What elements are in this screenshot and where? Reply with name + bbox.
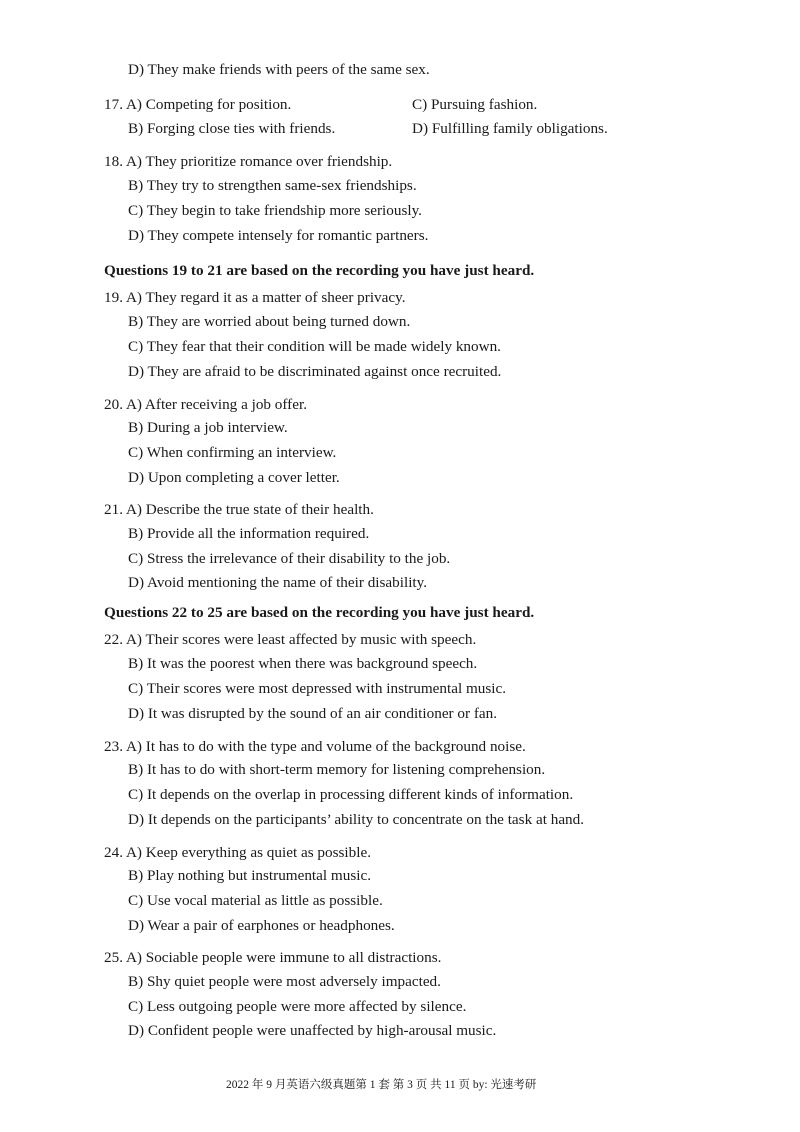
option-22-c: C) Their scores were most depressed with instrumental music. xyxy=(128,680,507,697)
option-20-b: B) During a job interview. xyxy=(128,419,288,436)
option-17-c: C) Pursuing fashion. xyxy=(412,96,538,113)
option-21-a: 21. A) Describe the true state of their health. xyxy=(104,501,374,518)
option-17-a: 17. A) Competing for position. xyxy=(104,96,292,113)
option-24-a: 24. A) Keep everything as quiet as possible. xyxy=(104,844,371,861)
option-23-a: 23. A) It has to do with the type and volume of the background noise. xyxy=(104,738,526,755)
option-25-d: D) Confident people were unaffected by high-arousal music. xyxy=(128,1022,497,1039)
option-24-d: D) Wear a pair of earphones or headphones. xyxy=(128,917,395,934)
option-25-c: C) Less outgoing people were more affected by silence. xyxy=(128,998,467,1015)
option-24-c: C) Use vocal material as little as possible. xyxy=(128,892,383,909)
option-19-c: C) They fear that their condition will be made widely known. xyxy=(128,338,501,355)
option-25-b: B) Shy quiet people were most adversely impacted. xyxy=(128,973,441,990)
section-heading-19-21: Questions 19 to 21 are based on the recording you have just heard. xyxy=(104,262,535,279)
option-24-b: B) Play nothing but instrumental music. xyxy=(128,867,371,884)
option-23-c: C) It depends on the overlap in processing different kinds of information. xyxy=(128,786,574,803)
option-19-b: B) They are worried about being turned down. xyxy=(128,313,411,330)
option-22-d: D) It was disrupted by the sound of an air conditioner or fan. xyxy=(128,705,498,722)
option-20-a: 20. A) After receiving a job offer. xyxy=(104,396,307,413)
option-16-d: D) They make friends with peers of the same sex. xyxy=(128,61,430,78)
option-21-d: D) Avoid mentioning the name of their disability. xyxy=(128,574,428,591)
option-21-b: B) Provide all the information required. xyxy=(128,525,370,542)
option-22-a: 22. A) Their scores were least affected by music with speech. xyxy=(104,631,477,648)
option-18-a: 18. A) They prioritize romance over friendship. xyxy=(104,153,393,170)
option-17-b: B) Forging close ties with friends. xyxy=(128,120,336,137)
option-20-c: C) When confirming an interview. xyxy=(128,444,337,461)
option-23-d: D) It depends on the participants’ ability to concentrate on the task at hand. xyxy=(128,811,585,828)
option-22-b: B) It was the poorest when there was background speech. xyxy=(128,655,478,672)
option-18-d: D) They compete intensely for romantic partners. xyxy=(128,227,429,244)
option-21-c: C) Stress the irrelevance of their disability to the job. xyxy=(128,550,451,567)
option-19-a: 19. A) They regard it as a matter of sheer privacy. xyxy=(104,289,406,306)
page-footer: 2022 年 9 月英语六级真题第 1 套 第 3 页 共 11 页 by: 光速考研 xyxy=(226,1079,537,1091)
option-18-b: B) They try to strengthen same-sex friendships. xyxy=(128,177,417,194)
option-20-d: D) Upon completing a cover letter. xyxy=(128,469,340,486)
option-17-d: D) Fulfilling family obligations. xyxy=(412,120,608,137)
option-25-a: 25. A) Sociable people were immune to all distractions. xyxy=(104,949,442,966)
option-18-c: C) They begin to take friendship more seriously. xyxy=(128,202,422,219)
option-23-b: B) It has to do with short-term memory for listening comprehension. xyxy=(128,761,546,778)
section-heading-22-25: Questions 22 to 25 are based on the recording you have just heard. xyxy=(104,604,535,621)
option-19-d: D) They are afraid to be discriminated against once recruited. xyxy=(128,363,502,380)
